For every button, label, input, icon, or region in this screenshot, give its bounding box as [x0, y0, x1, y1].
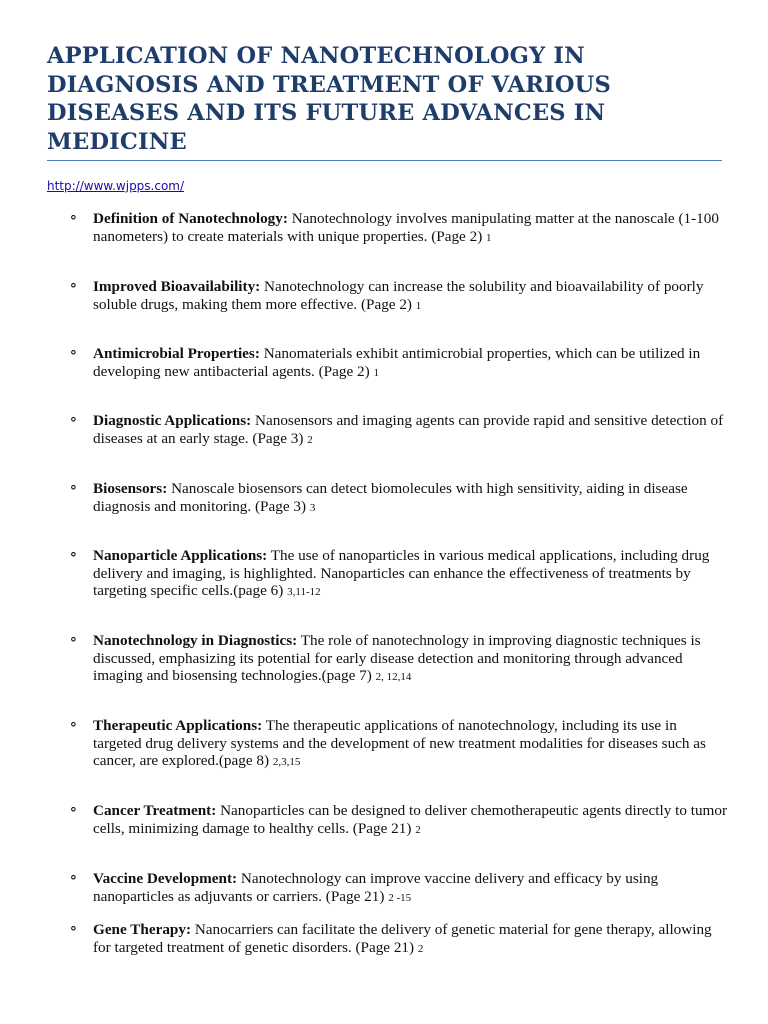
bullet-icon: ⚬	[68, 211, 79, 226]
list-item-text	[93, 345, 728, 382]
bullet-icon: ⚬	[68, 548, 79, 563]
item-body: Nanoscale biosensors can detect biomolecules with high sensitivity, aiding in disease diagnosis and monitoring. (Page 3)	[93, 480, 688, 515]
list-item	[68, 278, 728, 315]
item-reference: 2	[307, 433, 313, 446]
item-reference: 1	[486, 231, 492, 244]
list-item-text	[93, 717, 728, 772]
item-label: Nanoparticle Applications:	[93, 547, 268, 564]
bullet-icon: ⚬	[68, 871, 79, 886]
item-label: Definition of Nanotechnology:	[93, 210, 288, 227]
bullet-icon: ⚬	[68, 803, 79, 818]
item-body: Nanotechnology can increase the solubility and bioavailability of poorly soluble drugs, making them more effective. (Page 2)	[93, 278, 704, 313]
item-reference: 3	[309, 501, 316, 514]
item-reference: 1	[373, 366, 379, 379]
item-reference: 2 -15	[388, 891, 412, 904]
list-item	[68, 345, 728, 382]
list-item	[68, 921, 728, 958]
list-item	[68, 547, 728, 602]
list-item-text	[93, 480, 728, 517]
item-label: Diagnostic Applications:	[93, 412, 252, 429]
item-label: Vaccine Development:	[93, 870, 238, 887]
list-item	[68, 412, 728, 449]
bullet-icon: ⚬	[68, 413, 79, 428]
list-item	[68, 870, 728, 907]
item-reference: 1	[415, 299, 422, 312]
item-reference: 2	[417, 942, 424, 955]
list-item	[68, 717, 728, 772]
item-label: Antimicrobial Properties:	[93, 345, 260, 362]
item-body: Nanomaterials exhibit antimicrobial properties, which can be utilized in developing new antibacterial agents. (Page 2)	[93, 345, 701, 380]
item-body: Nanocarriers can facilitate the delivery of genetic material for gene therapy, allowing for targeted treatment of genetic disorders. (Page 21)	[93, 921, 712, 956]
list-item	[68, 802, 728, 839]
item-reference: 2, 12,14	[375, 671, 412, 683]
item-body: The use of nanoparticles in various medical applications, including drug delivery and imaging, is highlighted. Nanoparticles can enhance the effectiveness of treatments by targeting specific cells.(page 6)	[93, 547, 710, 599]
item-reference: 2,3,15	[272, 756, 301, 768]
item-reference: 3,11-12	[287, 586, 321, 598]
item-body: The role of nanotechnology in improving diagnostic techniques is discussed, emphasizing its potential for early disease detection and monitoring through advanced imaging and biosensing technologies.(page 7)	[93, 632, 701, 684]
item-body: Nanosensors and imaging agents can provide rapid and sensitive detection of diseases at an early stage. (Page 3)	[93, 412, 724, 447]
list-item-text	[93, 412, 728, 449]
list-item	[68, 632, 728, 687]
list-item-text	[93, 278, 728, 315]
item-label: Gene Therapy:	[93, 921, 192, 938]
item-reference: 2	[415, 823, 421, 836]
item-label: Cancer Treatment:	[93, 802, 217, 819]
item-label: Nanotechnology in Diagnostics:	[93, 632, 298, 649]
item-body: Nanotechnology can improve vaccine delivery and efficacy by using nanoparticles as adjuvants or carriers. (Page 21)	[93, 870, 659, 905]
list-item-text	[93, 547, 728, 602]
source-link[interactable]: http://www.wjpps.com/	[47, 179, 185, 193]
list-item	[68, 480, 728, 517]
item-body: Nanotechnology involves manipulating matter at the nanoscale (1-100 nanometers) to create materials with unique properties. (Page 2)	[93, 210, 719, 245]
bullet-icon: ⚬	[68, 922, 79, 937]
bullet-icon: ⚬	[68, 481, 79, 496]
bullet-icon: ⚬	[68, 718, 79, 733]
item-body: Nanoparticles can be designed to deliver chemotherapeutic agents directly to tumor cells, minimizing damage to healthy cells. (Page 21)	[93, 802, 727, 837]
item-body: The therapeutic applications of nanotechnology, including its use in targeted drug delivery systems and the development of new treatment modalities for diseases such as cancer, are explored.(page 8)	[93, 717, 706, 769]
list-item-text	[93, 802, 728, 839]
title-divider	[47, 160, 722, 161]
list-item-text	[93, 632, 728, 687]
list-item-text	[93, 210, 728, 247]
item-label: Improved Bioavailability:	[93, 278, 261, 295]
bullet-icon: ⚬	[68, 279, 79, 294]
document-title: APPLICATION OF NANOTECHNOLOGY IN DIAGNOSIS AND TREATMENT OF VARIOUS DISEASES AND ITS FUTURE ADVANCES IN MEDICINE	[47, 43, 611, 155]
item-label: Therapeutic Applications:	[93, 717, 263, 734]
list-item	[68, 210, 728, 247]
bullet-icon: ⚬	[68, 346, 79, 361]
list-item-text	[93, 870, 728, 907]
item-label: Biosensors:	[93, 480, 168, 497]
bullet-icon: ⚬	[68, 633, 79, 648]
list-item-text	[93, 921, 728, 958]
